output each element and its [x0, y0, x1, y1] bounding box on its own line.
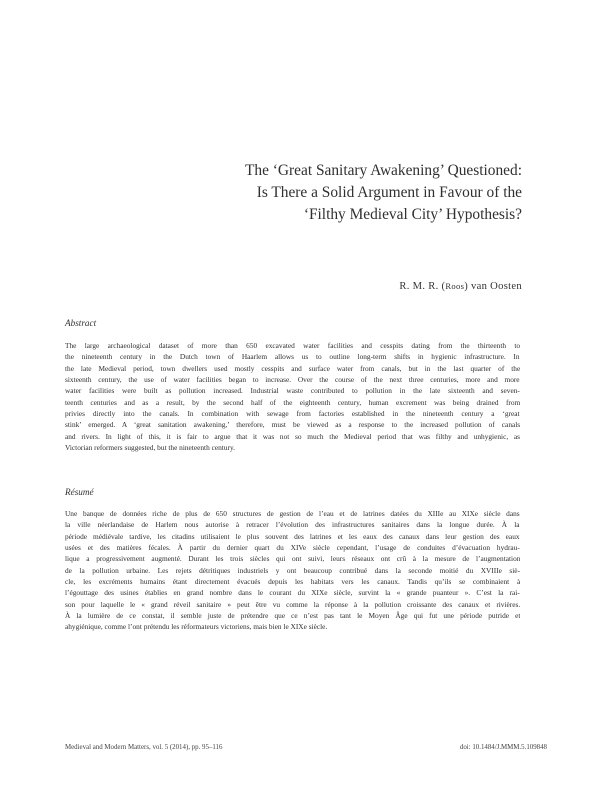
- abstract-line: the nineteenth century in the Dutch town of Haarlem allows us to outline long-term shifts in hygienic infrastructure. In: [65, 352, 520, 362]
- resume-line: période médiévale tardive, les citadins utilisaient le plus souvent des latrines et les eaux des canaux dans leur gestion des eaux: [65, 531, 520, 541]
- abstract-line: the late Medieval period, town dwellers used mostly cesspits and surface water from canals, but in the last quarter of the: [65, 363, 520, 373]
- resume-line: lique a progressivement augmenté. Durant les trois siècles qui ont suivi, leurs réseaux ont crû à la mesure de l’augmentation: [65, 554, 520, 564]
- abstract-line: water facilities were built as pollution increased. Industrial waste contributed to pollution in the late sixteenth and seven-: [65, 386, 520, 396]
- journal-citation: Medieval and Modern Matters, vol. 5 (2014), pp. 95–116: [65, 744, 223, 751]
- resume-line: cle, les excréments humains étant directement évacués depuis les habitats vers les canaux. Tandis qu’ils se combinaient à: [65, 576, 520, 586]
- author-initials: R. M. R. (: [399, 281, 446, 292]
- article-title: [82, 160, 522, 226]
- author-name: [399, 281, 522, 292]
- abstract-text: [65, 340, 520, 453]
- resume-line: l’égouttage des usines établies en grand nombre dans le courant du XIXe siècle, survint la « grande puanteur ». C’est la rai-: [65, 588, 520, 598]
- abstract-line: sixteenth century, the use of water facilities began to increase. Over the course of the next three centuries, more and more: [65, 374, 520, 384]
- resume-line: la ville néerlandaise de Harlem nous autorise à retracer l’évolution des infrastructures sanitaires dans la longue durée. À la: [65, 520, 520, 530]
- resume-line: son pour laquelle le « grand réveil sanitaire » peut être vu comme la réponse à la pollution croissante des canaux et rivières.: [65, 599, 520, 609]
- abstract-line: teenth centuries and as a result, by the second half of the eighteenth century, human excrement was being drained from: [65, 397, 520, 407]
- resume-line: de la pollution urbaine. Les rejets détritiques industriels y ont beaucoup contribué dans la seconde moitié du XVIIIe siè-: [65, 565, 520, 575]
- abstract-line: stink’ emerged. A ‘great sanitation awakening,’ therefore, must be viewed as a response to the increased pollution of canals: [65, 420, 520, 430]
- title-line-3: ‘Filthy Medieval City’ Hypothesis?: [303, 206, 522, 223]
- abstract-line: privies directly into the canals. In combination with sewage from factories established in the nineteenth century a ‘great: [65, 408, 520, 418]
- resume-text: [65, 508, 520, 632]
- abstract-heading: Abstract: [65, 318, 97, 328]
- abstract-line: The large archaeological dataset of more than 650 excavated water facilities and cesspits dating from the thirteenth to: [65, 341, 520, 350]
- title-line-1: The ‘Great Sanitary Awakening’ Questioned:: [245, 162, 522, 179]
- author-first-name: Roos: [445, 281, 465, 291]
- author-surname: ) van Oosten: [464, 281, 522, 292]
- resume-line: À la lumière de ce constat, il semble juste de prétendre que ce n’est pas tant le Moyen Âge qui fut une période putride et: [65, 610, 520, 620]
- resume-line: Une banque de données riche de plus de 650 structures de gestion de l’eau et de latrines datées du XIIIe au XIXe siècle dans: [65, 509, 520, 518]
- resume-line: usées et des matières fécales. À partir du dernier quart du XIVe siècle cependant, l’usage de conduites d’évacuation hydrau-: [65, 542, 520, 552]
- doi: doi: 10.1484/J.MMM.5.109848: [459, 744, 547, 751]
- resume-heading: Résumé: [65, 487, 94, 497]
- abstract-line: Victorian reformers suggested, but the nineteenth century.: [65, 442, 235, 452]
- title-line-2: Is There a Solid Argument in Favour of the: [256, 184, 522, 201]
- abstract-line: and rivers. In light of this, it is fair to argue that it was not so much the Medieval period that was filthy and unhygienic, as: [65, 431, 520, 441]
- resume-line: ahygiénique, comme l’ont prétendu les réformateurs victoriens, mais bien le XIXe siècle.: [65, 622, 328, 632]
